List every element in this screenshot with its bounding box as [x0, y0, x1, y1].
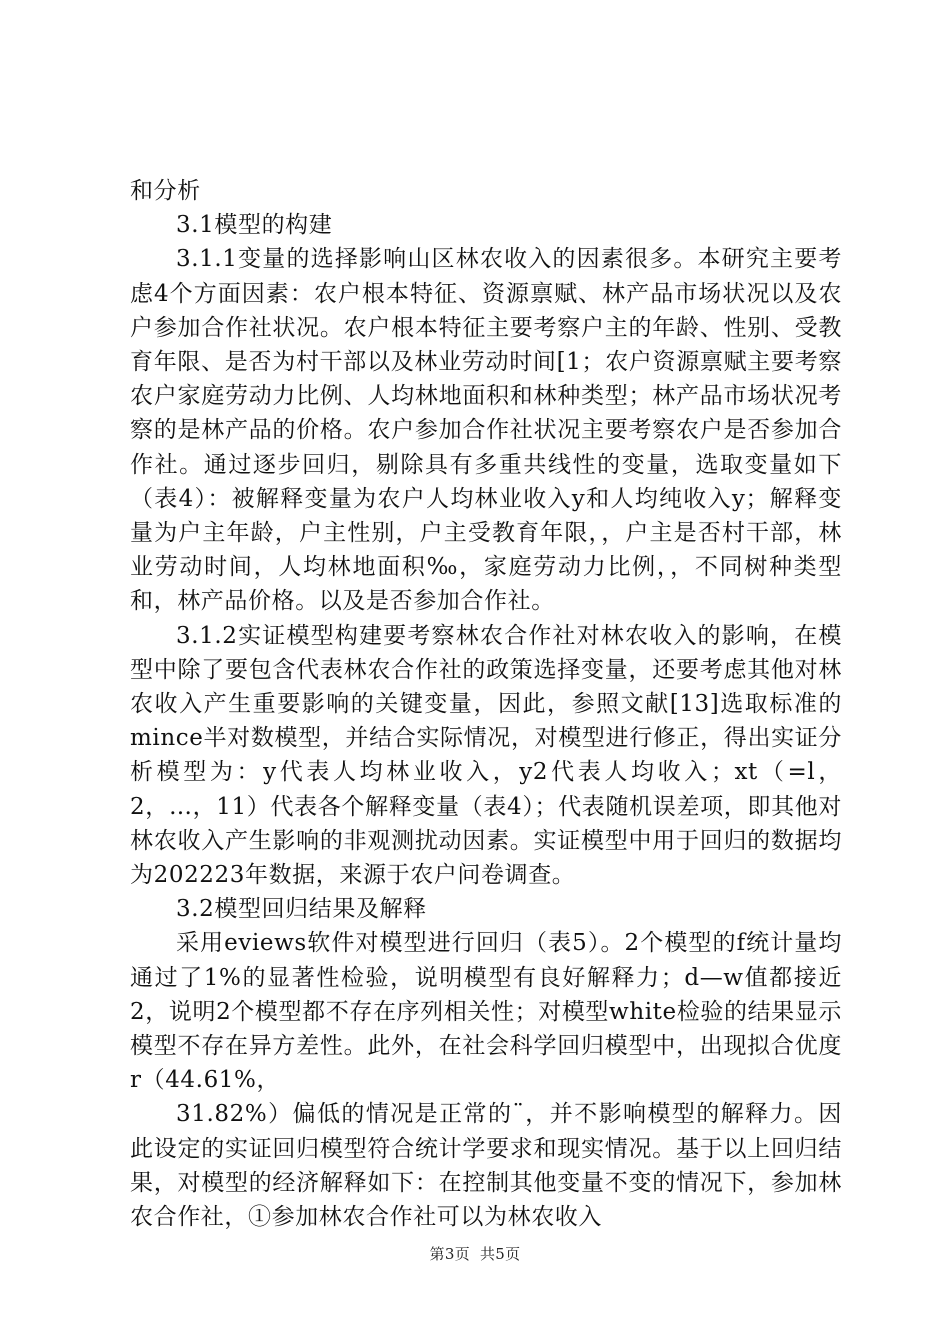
- section-heading-3-1: 3.1模型的构建: [176, 212, 333, 239]
- document-body: [130, 174, 842, 1234]
- page-total: 共5页: [480, 1245, 521, 1263]
- continued-heading-fragment: 和分析: [130, 178, 201, 204]
- page-number: 第3页: [429, 1245, 470, 1263]
- section-heading-3-2: 3.2模型回归结果及解释: [176, 896, 427, 923]
- paragraph-regression-results: 采用eviews软件对模型进行回归（表5）。2个模型的f统计量均通过了1%的显著性检验，说明模型有良好解释力；d—w值都接近2，说明2个模型都不存在序列相关性；对模型white检验的结果显示模型不存在异方差性。此外，在社会科学回归模型中，出现拟合优度r（44.61%，: [130, 930, 842, 1094]
- paragraph-3-1-1: 3.1.1变量的选择影响山区林农收入的因素很多。本研究主要考虑4个方面因素：农户根本特征、资源禀赋、林产品市场状况以及农户参加合作社状况。农户根本特征主要考察户主的年龄、性别、受教育年限、是否为村干部以及林业劳动时间[1；农户资源禀赋主要考察农户家庭劳动力比例、人均林地面积和林种类型；林产品市场状况考察的是林产品的价格。农户参加合作社状况主要考察农户是否参加合作社。通过逐步回归，剔除具有多重共线性的变量，选取变量如下（表4）：被解释变量为农户人均林业收入y和人均纯收入y；解释变量为户主年龄，户主性别，户主受教育年限，，户主是否村干部，林业劳动时间，人均林地面积‰，家庭劳动力比例，，不同树种类型和，林产品价格。以及是否参加合作社。: [130, 246, 842, 615]
- paragraph-regression-explanation: 31.82%）偏低的情况是正常的¨，并不影响模型的解释力。因此设定的实证回归模型符合统计学要求和现实情况。基于以上回归结果，对模型的经济解释如下：在控制其他变量不变的情况下，参加林农合作社，①参加林农合作社可以为林农收入: [130, 1101, 842, 1231]
- paragraph-3-1-2: 3.1.2实证模型构建要考察林农合作社对林农收入的影响，在模型中除了要包含代表林农合作社的政策选择变量，还要考虑其他对林农收入产生重要影响的关键变量，因此，参照文献[13]选取标准的mince半对数模型，并结合实际情况，对模型进行修正，得出实证分析模型为：y代表人均林业收入，y2代表人均收入；xt（=l，2，…，11）代表各个解释变量（表4）；代表随机误差项，即其他对林农收入产生影响的非观测扰动因素。实证模型中用于回归的数据均为202223年数据，来源于农户问卷调查。: [130, 622, 842, 889]
- page-footer: [0, 1243, 950, 1264]
